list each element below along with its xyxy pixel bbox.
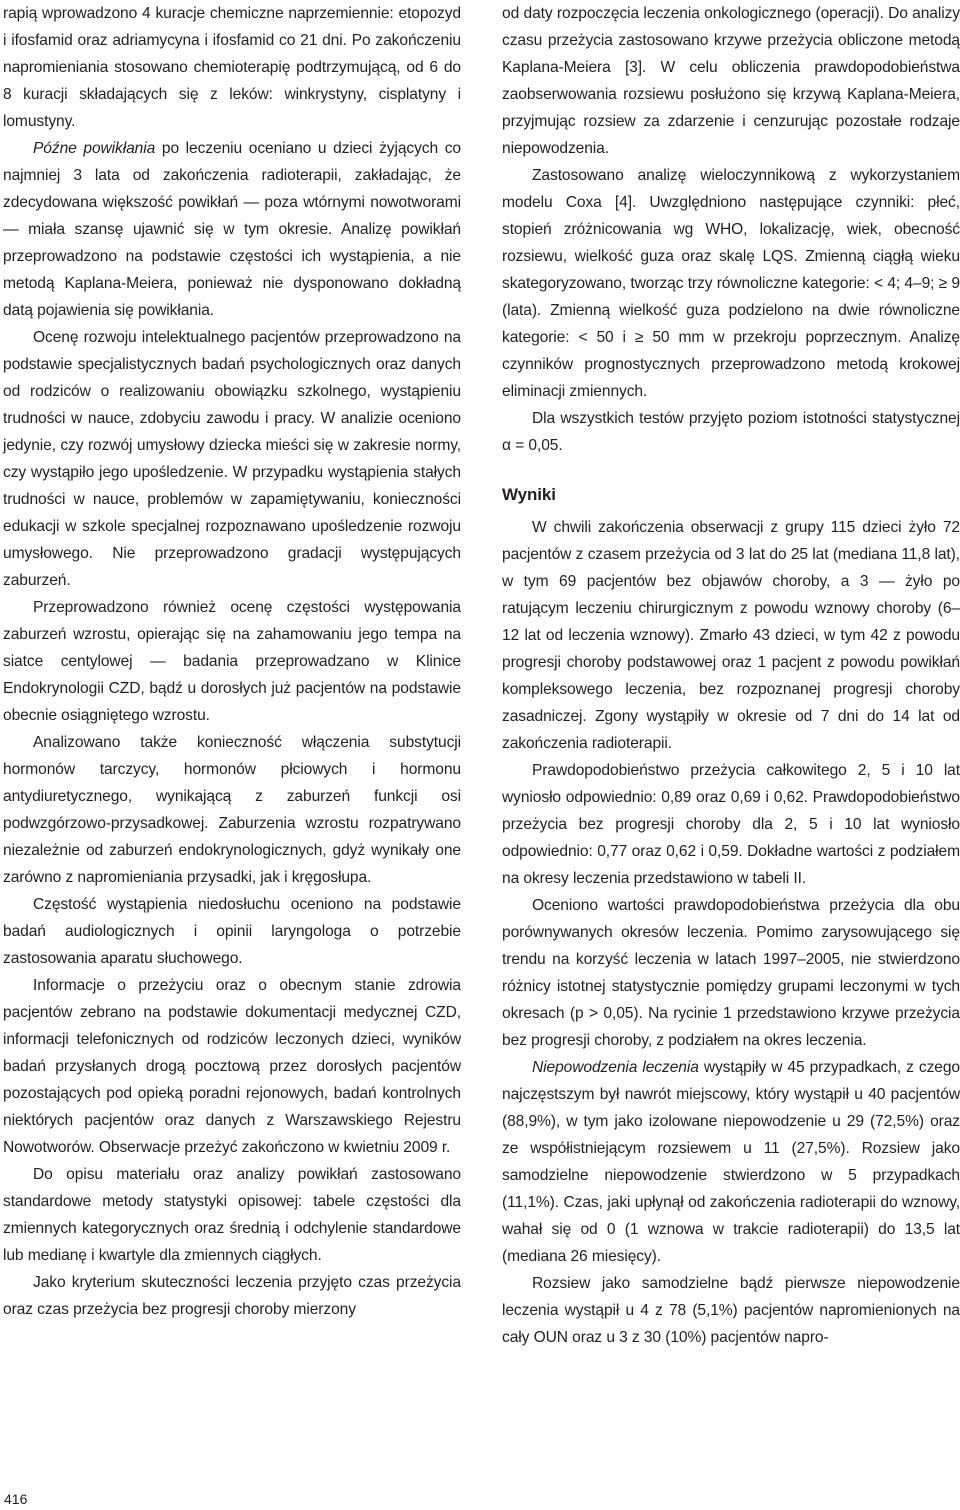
italic-term: Niepowodzenia leczenia [532, 1059, 699, 1076]
paragraph: Analizowano także konieczność włączenia substytucji hormonów tarczycy, hormonów płciowych i hormonu antydiuretycznego, wynikającą z zaburzeń funkcji osi podwzgórzowo-przysadkowej. Zaburzenia wzrostu rozpatrywano niezależnie od zaburzeń endokrynologicznych, gdyż wynikały one zarówno z napromieniania przysadki, jak i kręgosłupa. [3, 734, 461, 886]
left-column [3, 0, 461, 1323]
italic-term: Późne powikłania [33, 140, 156, 157]
paragraph: W chwili zakończenia obserwacji z grupy 115 dzieci żyło 72 pacjentów z czasem przeżycia od 3 lat do 25 lat (mediana 11,8 lat), w tym 69 pacjentów bez objawów choroby, a 3 — żyło po ratującym leczeniu chirurgicznym z powodu wznowy choroby (6–12 lat od leczenia wznowy). Zmarło 43 dzieci, w tym 42 z powodu progresji choroby podstawowej oraz 1 pacjent z powodu powikłań kompleksowego leczenia, bez rozpoznanej progresji choroby zasadniczej. Zgony wystąpiły w okresie od 7 dni do 14 lat od zakończenia radioterapii. [502, 519, 960, 752]
paragraph: Rozsiew jako samodzielne bądź pierwsze niepowodzenie leczenia wystąpił u 4 z 78 (5,1%) pacjentów napromienionych na cały OUN oraz u 3 z 30 (10%) pacjentów napro- [502, 1275, 960, 1346]
paragraph [3, 135, 461, 324]
paragraph: Informacje o przeżyciu oraz o obecnym stanie zdrowia pacjentów zebrano na podstawie dokumentacji medycznej CZD, informacji telefonicznych od rodziców leczonych dzieci, wyników badań przysłanych drogą pocztową przez dorosłych pacjentów pozostających pod opieką poradni rejonowych, badań kontrolnych niektórych pacjentów oraz danych z Warszawskiego Rejestru Nowotworów. Obserwacje przeżyć zakończono w kwietniu 2009 r. [3, 977, 461, 1156]
paragraph: Oceniono wartości prawdopodobieństwa przeżycia dla obu porównywanych okresów leczenia. Pomimo zarysowującego się trendu na korzyść leczenia w latach 1997–2005, nie stwierdzono różnicy istotnej statystycznie pomiędzy grupami leczonymi w tych okresach (p > 0,05). Na rycinie 1 przedstawiono krzywe przeżycia bez progresji choroby, z podziałem na okres leczenia. [502, 897, 960, 1049]
page-number: 416 [4, 1491, 28, 1507]
paragraph: Ocenę rozwoju intelektualnego pacjentów przeprowadzono na podstawie specjalistycznych badań psychologicznych oraz danych od rodziców o realizowaniu obowiązku szkolnego, wystąpieniu trudności w nauce, zdobyciu zawodu i pracy. W analizie oceniono jedynie, czy rozwój umysłowy dziecka mieści się w zakresie normy, czy wystąpiło jego upośledzenie. W przypadku wystąpienia stałych trudności w nauce, problemów w zapamiętywaniu, konieczności edukacji w szkole specjalnej rozpoznawano upośledzenie rozwoju umysłowego. Nie przeprowadzono gradacji występujących zaburzeń. [3, 329, 461, 589]
right-column [502, 0, 960, 1351]
paragraph: Zastosowano analizę wieloczynnikową z wykorzystaniem modelu Coxa [4]. Uwzględniono następujące czynniki: płeć, stopień zróżnicowania wg WHO, lokalizację, wiek, obecność rozsiewu, wielkość guza oraz skalę LQS. Zmienną ciągłą wieku skategoryzowano, tworząc trzy równoliczne kategorie: < 4; 4–9; ≥ 9 (lata). Zmienną wielkość guza podzielono na dwie równoliczne kategorie: < 50 i ≥ 50 mm w przekroju poprzecznym. Analizę czynników prognostycznych przeprowadzono metodą krokowej eliminacji zmiennych. [502, 167, 960, 400]
paragraph: Częstość wystąpienia niedosłuchu oceniono na podstawie badań audiologicznych i opinii laryngologa o potrzebie zastosowania aparatu słuchowego. [3, 896, 461, 967]
section-heading-results: Wyniki [502, 485, 556, 504]
paragraph: Prawdopodobieństwo przeżycia całkowitego 2, 5 i 10 lat wyniosło odpowiednio: 0,89 oraz 0,69 i 0,62. Prawdopodobieństwo przeżycia bez progresji choroby dla 2, 5 i 10 lat wyniosło odpowiednio: 0,77 oraz 0,62 i 0,59. Dokładne wartości z podziałem na okresy leczenia przedstawiono w tabeli II. [502, 762, 960, 887]
paragraph [502, 1054, 960, 1270]
paragraph: Dla wszystkich testów przyjęto poziom istotności statystycznej α = 0,05. [502, 410, 960, 454]
paragraph: rapią wprowadzono 4 kuracje chemiczne naprzemiennie: etopozyd i ifosfamid oraz adriamycyna i ifosfamid co 21 dni. Po zakończeniu napromieniania stosowano chemioterapię podtrzymującą, od 6 do 8 kuracji składających się z leków: winkrystyny, cisplatyny i lomustyny. [3, 5, 461, 130]
paragraph-text: po leczeniu oceniano u dzieci żyjących co najmniej 3 lata od zakończenia radioterapii, zakładając, że zdecydowana większość powikłań — poza wtórnymi nowotworami — miała szansę ujawnić się w tym okresie. Analizę powikłań przeprowadzono na podstawie częstości ich wystąpienia, a nie metodą Kaplana-Meiera, ponieważ nie dysponowano dokładną datą pojawienia się powikłania. [3, 140, 461, 319]
paragraph: Przeprowadzono również ocenę częstości występowania zaburzeń wzrostu, opierając się na zahamowaniu jego tempa na siatce centylowej — badania przeprowadzano w Klinice Endokrynologii CZD, bądź u dorosłych już pacjentów na podstawie obecnie osiągniętego wzrostu. [3, 599, 461, 724]
paragraph: Do opisu materiału oraz analizy powikłań zastosowano standardowe metody statystyki opisowej: tabele częstości dla zmiennych kategorycznych oraz średnią i odchylenie standardowe lub medianę i kwartyle dla zmiennych ciągłych. [3, 1166, 461, 1264]
paragraph: od daty rozpoczęcia leczenia onkologicznego (operacji). Do analizy czasu przeżycia zastosowano krzywe przeżycia obliczone metodą Kaplana-Meiera [3]. W celu obliczenia prawdopodobieństwa zaobserwowania rozsiewu posłużono się krzywą Kaplana-Meiera, przyjmując rozsiew za zdarzenie i cenzurując pozostałe rodzaje niepowodzenia. [502, 5, 960, 157]
paragraph: Jako kryterium skuteczności leczenia przyjęto czas przeżycia oraz czas przeżycia bez progresji choroby mierzony [3, 1274, 461, 1318]
paragraph-text: wystąpiły w 45 przypadkach, z czego najczęstszym był nawrót miejscowy, który wystąpił u 40 pacjentów (88,9%), w tym jako izolowane niepowodzenie u 29 (72,5%) oraz ze współistniejącym rozsiewem u 11 (27,5%). Rozsiew jako samodzielne niepowodzenie stwierdzono w 5 przypadkach (11,1%). Czas, jaki upłynął od zakończenia radioterapii do wznowy, wahał się od 0 (1 wznowa w trakcie radioterapii) do 13,5 lat (mediana 26 miesięcy). [502, 1059, 960, 1265]
